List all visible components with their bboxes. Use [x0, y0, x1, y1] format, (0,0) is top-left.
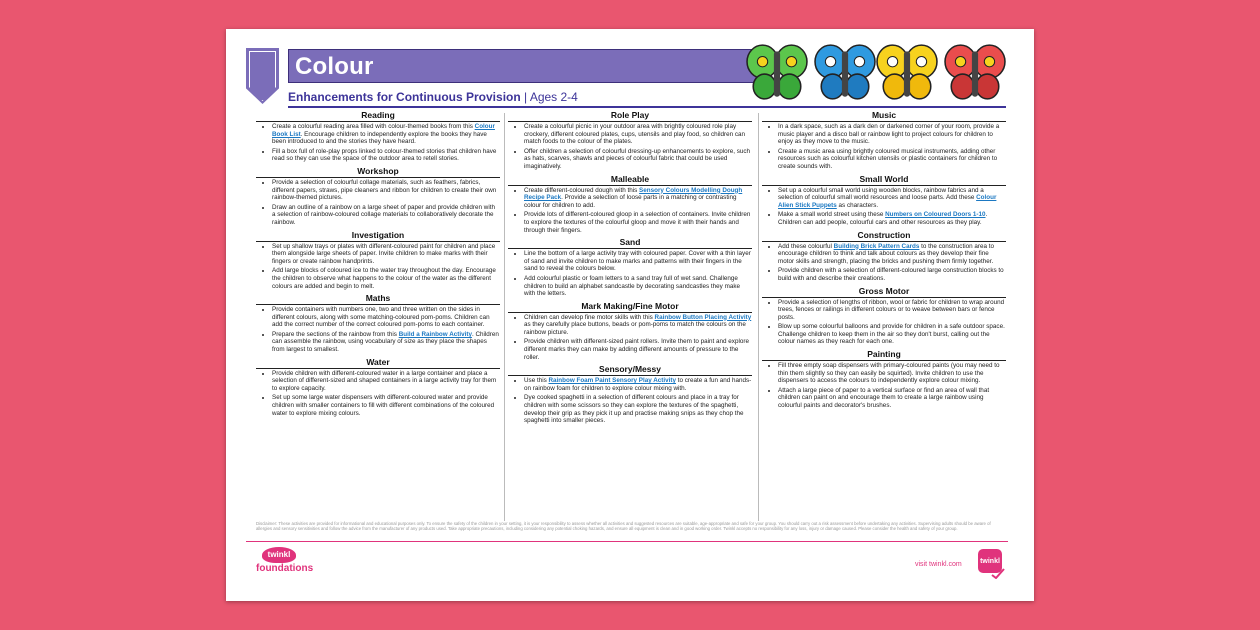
bullet-item — [524, 123, 752, 146]
bullet-text: Create a music area using brightly coloured musical instruments, adding other resources such as colourful kitchen utensils or plastic containers for children to create sounds with. — [778, 147, 998, 170]
bullet-text: Dye cooked spaghetti in a selection of different colours and place in a tray for children with some scissors so they can explore the textures of the spaghetti, develop their grip as they pick it up and practise making snips as they chop the spaghetti into smaller pieces. — [524, 394, 744, 425]
section-title: Gross Motor — [762, 285, 1006, 298]
bullet-item — [272, 204, 500, 227]
bullet-list — [256, 306, 500, 354]
bullet-text: Blow up some colourful balloons and provide for children in a safe outdoor space. Challenge children to keep them in the air so they don't burst, calling out the colour names as they reach for each one. — [778, 323, 1005, 346]
section-music — [762, 109, 1006, 171]
bullet-list — [762, 187, 1006, 227]
resource-link[interactable]: Build a Rainbow Activity — [398, 330, 472, 338]
resource-link[interactable]: Rainbow Foam Paint Sensory Play Activity — [548, 377, 676, 385]
section-title: Mark Making/Fine Motor — [508, 300, 752, 313]
section-title: Role Play — [508, 109, 752, 122]
section-title: Reading — [256, 109, 500, 122]
bullet-text: Provide children with different-sized paint rollers. Invite them to paint and explore different marks they can make by adding different amounts of pressure to the roller. — [524, 338, 749, 361]
bullet-item — [524, 314, 752, 337]
resource-link[interactable]: Numbers on Coloured Doors 1-10 — [885, 211, 986, 219]
bullet-item — [524, 148, 752, 171]
section-workshop — [256, 165, 500, 227]
bullet-text: Provide children with a selection of different-coloured large construction blocks to build with and describe their creations. — [778, 267, 1004, 282]
bullet-text: Prepare the sections of the rainbow from this — [272, 330, 399, 338]
logo-top: twinkl — [262, 547, 296, 563]
bullet-list — [762, 299, 1006, 347]
bookmark-badge — [246, 48, 279, 104]
bullet-item — [272, 331, 500, 354]
section-sand — [508, 236, 752, 298]
bullet-text: Make a small world street using these — [778, 211, 886, 219]
bullet-text: Provide a selection of lengths of ribbon, wool or fabric for children to wrap around trees, fences or railings in different colours or to weave between bars or fence posts. — [778, 298, 1005, 321]
bullet-text: Provide containers with numbers one, two and three written on the sides in different colours, along with some matching-coloured pom-poms. Children can add the correct number of the correct coloured pom-poms to each container. — [272, 306, 490, 329]
section-investigation — [256, 229, 500, 291]
section-title: Small World — [762, 173, 1006, 186]
bullet-list — [256, 243, 500, 291]
title-bar — [288, 49, 757, 83]
section-construction — [762, 229, 1006, 283]
bullet-item — [778, 267, 1006, 282]
bullet-text: Create a colourful picnic in your outdoor area with brightly coloured role play crockery, different coloured plates, cups, utensils and play food, so children can match foods to the colour of the plates. — [524, 123, 745, 146]
bullet-item — [778, 211, 1006, 226]
bullet-text: In a dark space, such as a dark den or darkened corner of your room, provide a music player and a disco ball or rainbow light to project colours for children to enjoy as they move to the music. — [778, 123, 1000, 146]
bullet-item — [524, 211, 752, 234]
section-title: Sensory/Messy — [508, 363, 752, 376]
section-title: Workshop — [256, 165, 500, 178]
section-title: Music — [762, 109, 1006, 122]
bullet-list — [508, 123, 752, 171]
bullet-item — [778, 148, 1006, 171]
column-1 — [256, 109, 500, 419]
section-water — [256, 356, 500, 418]
section-mark-making-fine-motor — [508, 300, 752, 362]
column-3 — [762, 109, 1006, 412]
badge-text: twinkl — [980, 558, 1000, 565]
subtitle-separator: | — [520, 90, 530, 104]
section-title: Malleable — [508, 173, 752, 186]
twinkl-quality-badge-icon — [974, 547, 1006, 579]
subtitle — [288, 90, 578, 104]
bullet-text: to create a fun and hands-on rainbow foam for children to explore colour mixing with. — [524, 377, 752, 392]
section-title: Construction — [762, 229, 1006, 242]
bullet-item — [272, 306, 500, 329]
section-title: Investigation — [256, 229, 500, 242]
resource-link[interactable]: Building Brick Pattern Cards — [833, 242, 920, 250]
bullet-item — [524, 275, 752, 298]
bullet-item — [524, 394, 752, 424]
bullet-list — [762, 362, 1006, 410]
resource-link[interactable]: Colour Book List — [272, 123, 495, 138]
bullet-item — [524, 250, 752, 273]
bullet-text: Add these colourful — [778, 242, 834, 250]
bullet-text: . Children can assemble the rainbow, using vocabulary of size as they place the shapes from largest to smallest. — [272, 330, 499, 354]
bullet-item — [778, 387, 1006, 410]
bullet-text: Provide a selection of colourful collage materials, such as feathers, fabrics, different papers, straws, pipe cleaners and ribbon for children to create their own rainbow-themed pictures. — [272, 178, 497, 202]
section-reading — [256, 109, 500, 163]
bullet-item — [778, 362, 1006, 385]
subtitle-main: Enhancements for Continuous Provision — [288, 90, 521, 104]
bullet-text: Set up some large water dispensers with different-coloured water and provide children with smaller containers to fill with different combinations of the coloured water to explore mixing colours. — [272, 394, 495, 417]
bullet-text: Provide children with different-coloured water in a large container and place a selection of different-sized and shaped containers in a large activity tray for them to explore capacity. — [272, 369, 497, 392]
section-title: Sand — [508, 236, 752, 249]
subtitle-ages: Ages 2-4 — [529, 90, 578, 104]
document-sheet — [226, 29, 1034, 601]
bullet-text: to the construction area to encourage children to think and talk about colours as they develop their fine motor skills and strength, placing the bricks and pushing them firmly together. — [778, 242, 994, 265]
bullet-item — [272, 394, 500, 417]
bullet-text: as characters. — [836, 201, 879, 209]
green-butterfly-icon — [746, 41, 808, 103]
column-2 — [508, 109, 752, 427]
bullet-text: Offer children a selection of colourful dressing-up enhancements to explore, such as hats, scarves, shawls and pieces of colourful fabric that could be used imaginatively. — [524, 147, 750, 170]
bullet-text: Set up shallow trays or plates with different-coloured paint for children and place them alongside large sheets of paper. Invite children to make marks with their fingers or create rainbow handprints. — [272, 242, 496, 265]
bullet-list — [256, 179, 500, 227]
bullet-item — [778, 323, 1006, 346]
bullet-text: Line the bottom of a large activity tray with coloured paper. Cover with a thin layer of sand and invite children to make marks and patterns with their fingers in the sand to reveal the colours below. — [524, 250, 751, 273]
bullet-item — [524, 187, 752, 210]
footer-rule — [246, 541, 1008, 542]
column-divider — [758, 113, 759, 521]
logo-bottom: foundations — [256, 563, 314, 574]
bullet-item — [778, 299, 1006, 322]
resource-link[interactable]: Colour Alien Stick Puppets — [778, 194, 997, 209]
bullet-item — [524, 377, 752, 392]
bullet-item — [272, 179, 500, 202]
header-rule — [288, 106, 1006, 108]
bullet-list — [508, 314, 752, 362]
section-malleable — [508, 173, 752, 235]
bullet-text: Draw an outline of a rainbow on a large sheet of paper and provide children with a selection of rainbow-coloured collage materials to collaboratively decorate the rainbow. — [272, 203, 495, 226]
section-title: Painting — [762, 348, 1006, 361]
red-butterfly-icon — [944, 41, 1006, 103]
bullet-item — [778, 187, 1006, 210]
bullet-text: as they carefully place buttons, beads or pom-poms to match the colours on the rainbow picture. — [524, 321, 746, 336]
bullet-text: Attach a large piece of paper to a vertical surface or find an area of wall that children can paint on and encourage them to create a large rainbow using colourful paints and decorator's brushes. — [778, 386, 990, 410]
bullet-list — [508, 187, 752, 235]
bullet-list — [256, 370, 500, 418]
twinkl-foundations-logo — [256, 547, 314, 577]
bullet-list — [762, 123, 1006, 171]
bullet-text: Fill three empty soap dispensers with primary-coloured paints (you may need to thin them slightly so they can easily be squirted). Invite children to use the dispensers to access the colours to independently explore colour mixing. — [778, 362, 1000, 385]
bullet-text: Create a colourful reading area filled with colour-themed books from this — [272, 123, 475, 130]
bullet-item — [524, 338, 752, 361]
section-small-world — [762, 173, 1006, 227]
section-sensory-messy — [508, 363, 752, 425]
bullet-text: Set up a colourful small world using wooden blocks, rainbow fabrics and a selection of colourful small world resources and loose parts. Add these — [778, 186, 984, 202]
bullet-text: Fill a box full of role-play props linked to colour-themed stories that children have read so they can use the space of the outdoor area to retell stories. — [272, 147, 497, 163]
section-maths — [256, 292, 500, 354]
bullet-list — [256, 123, 500, 163]
section-role-play — [508, 109, 752, 171]
bullet-item — [272, 123, 500, 146]
bullet-item — [272, 243, 500, 266]
bullet-item — [272, 370, 500, 393]
bullet-list — [762, 243, 1006, 283]
blue-butterfly-icon — [814, 41, 876, 103]
page-title: Colour — [295, 53, 374, 80]
bullet-text: . Encourage children to independently explore the books they have been introduced to and the stories they have heard. — [272, 130, 487, 146]
bullet-text: Create different-coloured dough with this — [524, 186, 640, 194]
visit-link[interactable]: visit twinkl.com — [915, 561, 962, 568]
bullet-text: Add colourful plastic or foam letters to a sand tray full of wet sand. Challenge children to build an alphabet sandcastle by decorating sandcastles they make with the letters. — [524, 274, 740, 298]
bullet-text: Children can develop fine motor skills with this — [524, 313, 655, 321]
bullet-text: Use this — [524, 377, 549, 385]
bullet-list — [508, 377, 752, 425]
section-gross-motor — [762, 285, 1006, 347]
resource-link[interactable]: Sensory Colours Modelling Dough Recipe Pack — [524, 186, 743, 202]
bullet-text: . Children can add people, colourful cars and other resources as they play. — [778, 211, 988, 226]
section-title: Water — [256, 356, 500, 369]
disclaimer: Disclaimer: These activities are provided for informational and educational purposes only. To ensure the safety of the children in your setting, it is your responsibility to assess whether all activities and suggested resources are suitable, age-appropriate and safe for your group. You should carry out a risk assessment before undertaking any activities. Supervising adults should be aware of allergies and sensory sensitivities and follow the advice from the manufacturer of any products used. Take appropriate precautions, including considering any potential choking hazards, and ensure all equipment is clean and in good working order. Twinkl accepts no responsibility for any loss, injury or damage caused. Please consider the health and safety of your group. — [256, 521, 991, 532]
section-painting — [762, 348, 1006, 410]
section-title: Maths — [256, 292, 500, 305]
bullet-list — [508, 250, 752, 298]
bullet-item — [272, 267, 500, 290]
column-divider — [504, 113, 505, 521]
bullet-item — [778, 123, 1006, 146]
yellow-butterfly-icon — [876, 41, 938, 103]
bullet-text: . Provide a selection of loose parts in a matching or contrasting colour for children to add. — [524, 194, 737, 209]
bullet-item — [778, 243, 1006, 266]
bullet-item — [272, 148, 500, 163]
resource-link[interactable]: Rainbow Button Placing Activity — [654, 313, 752, 321]
bullet-text: Provide lots of different-coloured gloop in a selection of containers. Invite children to explore the textures of the colourful gloop and move it with their hands and through their fingers. — [524, 211, 751, 234]
bullet-text: Add large blocks of coloured ice to the water tray throughout the day. Encourage the children to observe what happens to the colour of the water as the different colours are added and begin to melt. — [272, 267, 496, 290]
